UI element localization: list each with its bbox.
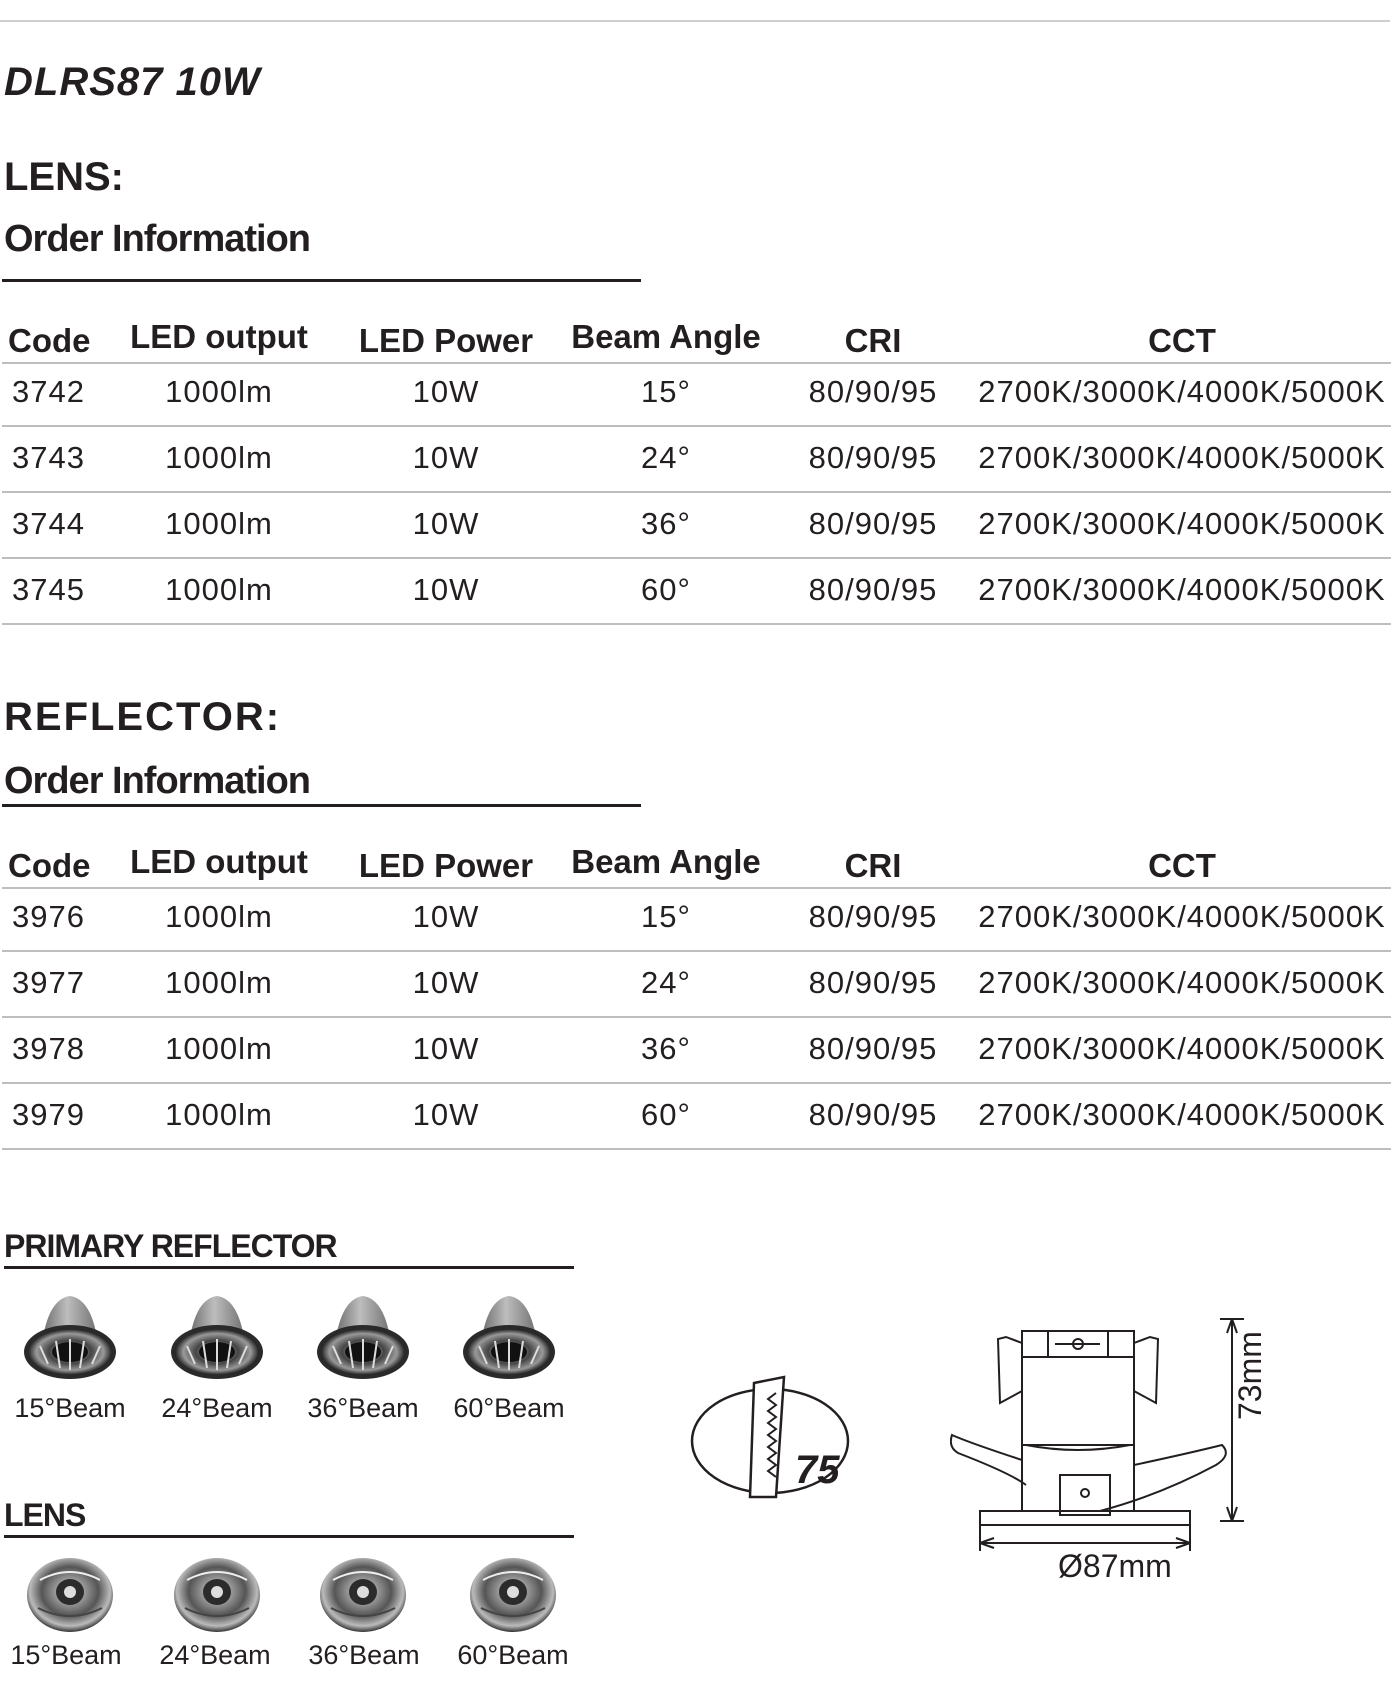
reflector-beam-label: 60°Beam [453,1393,565,1423]
table-cell-cct: 2700K/3000K/4000K/5000K [978,1031,1386,1066]
table-cell-cct: 2700K/3000K/4000K/5000K [978,965,1386,1000]
lens-order-heading: Order Information [4,218,311,260]
table-cell-cri: 80/90/95 [808,965,938,1000]
table-cell-cct: 2700K/3000K/4000K/5000K [978,440,1386,475]
col-header-cct: CCT [1148,847,1216,884]
reflector-order-heading: Order Information [4,760,311,802]
col-header-code: Code [8,847,91,884]
top-divider [0,20,1390,22]
table-cell-power: 10W [412,374,480,409]
product-title: DLRS87 10W [4,60,261,104]
reflector-section-heading: REFLECTOR: [4,695,282,739]
col-header-led-power: LED Power [358,847,534,884]
row-divider [2,557,1391,559]
lens-optics-heading: LENS [4,1497,86,1533]
table-cell-power: 10W [412,506,480,541]
table-cell-beam: 60° [641,1097,691,1132]
table-cell-cri: 80/90/95 [808,506,938,541]
table-cell-power: 10W [412,1031,480,1066]
table-cell-power: 10W [412,440,480,475]
lens-beam-label: 36°Beam [308,1640,420,1670]
table-cell-power: 10W [412,899,480,934]
table-cell-output: 1000lm [165,506,273,541]
lens-24-icon [174,1558,260,1632]
table-cell-beam: 24° [641,965,691,1000]
reflector-15-icon [24,1296,116,1379]
table-cell-output: 1000lm [165,440,273,475]
table-cell-beam: 60° [641,572,691,607]
row-divider [2,425,1391,427]
lens-order-underline [2,279,641,282]
reflector-beam-label: 24°Beam [161,1393,273,1423]
table-cell-beam: 36° [641,506,691,541]
table-cell-cri: 80/90/95 [808,374,938,409]
primary-reflector-heading: PRIMARY REFLECTOR [4,1228,337,1264]
table-cell-beam: 15° [641,374,691,409]
table-cell-output: 1000lm [165,899,273,934]
table-cell-code: 3976 [12,899,85,934]
lens-optics-underline [4,1535,574,1538]
lens-images [0,1550,600,1640]
col-header-led-output: LED output [130,843,308,880]
table-cell-code: 3977 [12,965,85,1000]
reflector-60-icon [463,1296,555,1379]
lens-15-icon [27,1558,113,1632]
col-header-led-output: LED output [130,318,308,355]
row-divider [2,1016,1391,1018]
table-cell-cri: 80/90/95 [808,1031,938,1066]
col-header-cri: CRI [844,847,902,884]
reflector-beam-label: 36°Beam [307,1393,419,1423]
reflector-order-underline [2,804,641,807]
table-cell-output: 1000lm [165,965,273,1000]
table-cell-output: 1000lm [165,572,273,607]
table-cell-cri: 80/90/95 [808,1097,938,1132]
table-cell-cct: 2700K/3000K/4000K/5000K [978,1097,1386,1132]
primary-reflector-underline [4,1266,574,1269]
table-cell-code: 3979 [12,1097,85,1132]
reflector-24-icon [171,1296,263,1379]
table-cell-cri: 80/90/95 [808,899,938,934]
col-header-code: Code [8,322,91,359]
lens-beam-label: 15°Beam [10,1640,122,1670]
table-cell-code: 3742 [12,374,85,409]
col-header-beam-angle: Beam Angle [571,318,761,355]
table-cell-output: 1000lm [165,1031,273,1066]
table-cell-power: 10W [412,965,480,1000]
col-header-led-power: LED Power [358,322,534,359]
reflector-36-icon [317,1296,409,1379]
table-cell-power: 10W [412,572,480,607]
row-divider [2,623,1391,625]
row-divider [2,1082,1391,1084]
reflector-images [0,1290,600,1390]
row-divider [2,491,1391,493]
table-cell-cct: 2700K/3000K/4000K/5000K [978,506,1386,541]
table-cell-cri: 80/90/95 [808,572,938,607]
table-cell-output: 1000lm [165,1097,273,1132]
col-header-cri: CRI [844,322,902,359]
table-cell-code: 3744 [12,506,85,541]
diameter-dimension: Ø87mm [1058,1548,1172,1584]
cutout-value: 75 [795,1448,840,1492]
lens-beam-label: 60°Beam [457,1640,569,1670]
table-cell-cct: 2700K/3000K/4000K/5000K [978,899,1386,934]
table-cell-cri: 80/90/95 [808,440,938,475]
table-cell-code: 3743 [12,440,85,475]
row-divider [2,950,1391,952]
fixture-dimension-drawing [950,1315,1280,1555]
table-cell-beam: 36° [641,1031,691,1066]
reflector-beam-label: 15°Beam [14,1393,126,1423]
lens-section-heading: LENS: [4,155,124,199]
col-header-cct: CCT [1148,322,1216,359]
table-cell-power: 10W [412,1097,480,1132]
table-cell-cct: 2700K/3000K/4000K/5000K [978,572,1386,607]
table-cell-output: 1000lm [165,374,273,409]
height-dimension: 73mm [1232,1331,1268,1420]
table-cell-beam: 24° [641,440,691,475]
lens-60-icon [470,1558,556,1632]
lens-36-icon [320,1558,406,1632]
table-cell-code: 3978 [12,1031,85,1066]
col-header-beam-angle: Beam Angle [571,843,761,880]
table-cell-beam: 15° [641,899,691,934]
table-cell-code: 3745 [12,572,85,607]
row-divider [2,1148,1391,1150]
lens-beam-label: 24°Beam [159,1640,271,1670]
table-cell-cct: 2700K/3000K/4000K/5000K [978,374,1386,409]
row-divider [2,362,1391,364]
row-divider [2,887,1391,889]
